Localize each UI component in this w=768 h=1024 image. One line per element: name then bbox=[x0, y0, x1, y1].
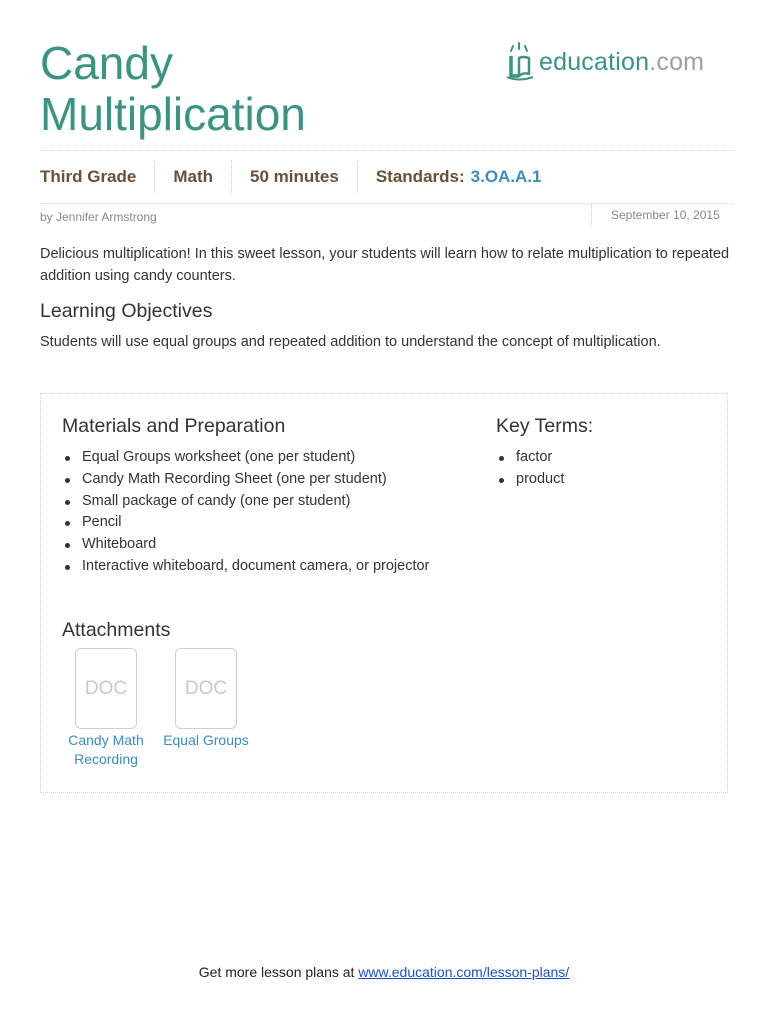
title-line-2: Multiplication bbox=[40, 88, 306, 140]
attachment-label[interactable]: Candy Math Recording bbox=[68, 732, 144, 767]
learning-objectives-text: Students will use equal groups and repeated addition to understand the concept of multiplication. bbox=[40, 334, 661, 350]
date-container bbox=[591, 204, 720, 226]
lesson-plans-link[interactable]: www.education.com/lesson-plans/ bbox=[358, 964, 570, 980]
materials-heading: Materials and Preparation bbox=[62, 415, 286, 437]
intro-paragraph: Delicious multiplication! In this sweet lesson, your students will learn how to relate multiplication to repeated addition using candy counters. bbox=[40, 246, 730, 284]
materials-list bbox=[62, 447, 429, 578]
list-item: factor bbox=[496, 447, 564, 469]
page-title bbox=[40, 38, 306, 140]
key-terms-heading: Key Terms: bbox=[496, 415, 594, 437]
duration-label: 50 minutes bbox=[250, 167, 339, 186]
attachment-equal-groups[interactable] bbox=[161, 648, 251, 750]
list-item: Whiteboard bbox=[62, 534, 429, 556]
list-item: Pencil bbox=[62, 512, 429, 534]
attachment-label[interactable]: Equal Groups bbox=[163, 732, 249, 748]
footer bbox=[0, 964, 768, 980]
meta-divider bbox=[231, 160, 232, 194]
logo-brand: education bbox=[539, 47, 650, 76]
list-item: Equal Groups worksheet (one per student) bbox=[62, 447, 429, 469]
list-item: Candy Math Recording Sheet (one per student) bbox=[62, 469, 429, 491]
title-line-1: Candy bbox=[40, 37, 173, 89]
author-byline: by Jennifer Armstrong bbox=[40, 210, 157, 224]
logo-tld: .com bbox=[649, 47, 705, 76]
standards-code-link[interactable]: 3.OA.A.1 bbox=[470, 167, 542, 186]
list-item: Interactive whiteboard, document camera, or projector bbox=[62, 556, 429, 578]
logo-wordmark bbox=[539, 48, 704, 77]
learning-objectives-heading: Learning Objectives bbox=[40, 300, 213, 322]
key-terms-list bbox=[496, 447, 564, 491]
subject-label: Math bbox=[173, 167, 214, 186]
meta-divider bbox=[154, 160, 155, 194]
meta-divider bbox=[357, 160, 358, 194]
standards bbox=[376, 160, 542, 194]
lesson-meta-bar bbox=[40, 150, 734, 204]
book-reader-icon bbox=[506, 42, 536, 82]
standards-label: Standards: bbox=[375, 167, 465, 186]
list-item: product bbox=[496, 469, 564, 491]
attachment-candy-math-recording[interactable] bbox=[61, 648, 151, 769]
education-logo[interactable] bbox=[506, 42, 704, 82]
footer-text: Get more lesson plans at bbox=[198, 964, 359, 980]
publish-date: September 10, 2015 bbox=[611, 208, 720, 222]
doc-file-icon[interactable]: DOC bbox=[75, 648, 137, 729]
attachments-heading: Attachments bbox=[62, 619, 171, 641]
grade-label: Third Grade bbox=[40, 167, 137, 186]
list-item: Small package of candy (one per student) bbox=[62, 491, 429, 513]
materials-box bbox=[40, 393, 728, 793]
doc-file-icon[interactable]: DOC bbox=[175, 648, 237, 729]
